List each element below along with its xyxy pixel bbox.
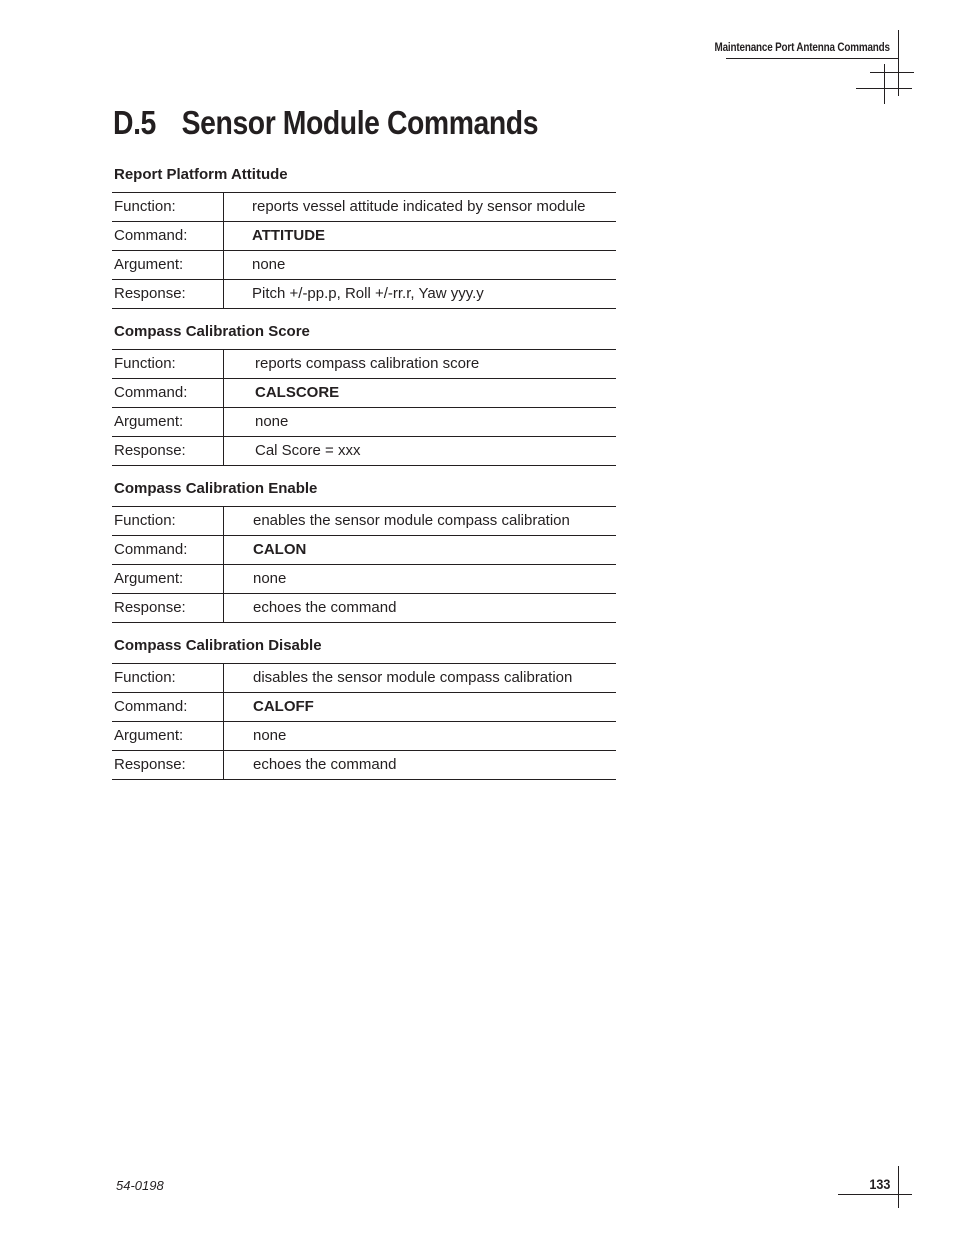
section-heading: Compass Calibration Disable — [114, 637, 322, 654]
row-label: Argument: — [112, 251, 224, 280]
row-label: Command: — [112, 693, 224, 722]
command-section-attitude — [112, 166, 616, 309]
command-name: ATTITUDE — [224, 222, 617, 251]
row-value: enables the sensor module compass calibration — [224, 507, 617, 536]
page-title — [113, 104, 538, 142]
table-row — [112, 251, 616, 280]
row-value: Pitch +/-pp.p, Roll +/-rr.r, Yaw yyy.y — [224, 280, 617, 309]
row-value: disables the sensor module compass calibration — [224, 664, 617, 693]
row-value: echoes the command — [224, 751, 617, 780]
row-label: Function: — [112, 507, 224, 536]
command-name: CALSCORE — [224, 379, 617, 408]
table-row — [112, 408, 616, 437]
footer-rule — [838, 1194, 912, 1195]
command-name: CALOFF — [224, 693, 617, 722]
section-title: Sensor Module Commands — [181, 104, 539, 141]
page-number: 133 — [868, 1176, 890, 1192]
row-label: Response: — [112, 594, 224, 623]
command-table — [112, 506, 616, 623]
command-section-caloff — [112, 637, 616, 780]
row-label: Response: — [112, 751, 224, 780]
header-rule — [726, 58, 898, 59]
command-name: CALON — [224, 536, 617, 565]
table-row — [112, 507, 616, 536]
command-section-calon — [112, 480, 616, 623]
section-heading: Compass Calibration Score — [114, 323, 310, 340]
doc-number: 54-0198 — [116, 1178, 164, 1193]
table-row — [112, 722, 616, 751]
table-row — [112, 664, 616, 693]
row-label: Argument: — [112, 408, 224, 437]
row-value: none — [224, 565, 617, 594]
table-row — [112, 594, 616, 623]
section-heading: Compass Calibration Enable — [114, 480, 318, 497]
table-row — [112, 693, 616, 722]
crop-mark-horizontal — [870, 72, 914, 73]
table-row — [112, 751, 616, 780]
row-label: Function: — [112, 664, 224, 693]
command-table — [112, 192, 616, 309]
section-number: D.5 — [113, 104, 156, 141]
command-table — [112, 349, 616, 466]
row-label: Command: — [112, 536, 224, 565]
row-label: Command: — [112, 222, 224, 251]
row-label: Response: — [112, 280, 224, 309]
row-label: Command: — [112, 379, 224, 408]
row-label: Function: — [112, 193, 224, 222]
table-row — [112, 437, 616, 466]
row-value: none — [224, 722, 617, 751]
crop-mark-vertical — [884, 64, 885, 104]
row-value: reports compass calibration score — [224, 350, 617, 379]
table-row — [112, 350, 616, 379]
command-section-calscore — [112, 323, 616, 466]
table-row — [112, 379, 616, 408]
row-value: reports vessel attitude indicated by sensor module — [224, 193, 617, 222]
section-heading: Report Platform Attitude — [114, 166, 288, 183]
row-value: Cal Score = xxx — [224, 437, 617, 466]
table-row — [112, 222, 616, 251]
row-value: none — [224, 408, 617, 437]
crop-mark-vertical — [898, 1166, 899, 1208]
row-label: Argument: — [112, 722, 224, 751]
row-value: none — [224, 251, 617, 280]
table-row — [112, 193, 616, 222]
table-row — [112, 280, 616, 309]
row-label: Function: — [112, 350, 224, 379]
running-header: Maintenance Port Antenna Commands — [714, 42, 890, 54]
table-row — [112, 565, 616, 594]
command-table — [112, 663, 616, 780]
row-label: Argument: — [112, 565, 224, 594]
crop-mark-vertical — [898, 30, 899, 96]
row-value: echoes the command — [224, 594, 617, 623]
crop-mark-horizontal — [856, 88, 912, 89]
row-label: Response: — [112, 437, 224, 466]
table-row — [112, 536, 616, 565]
